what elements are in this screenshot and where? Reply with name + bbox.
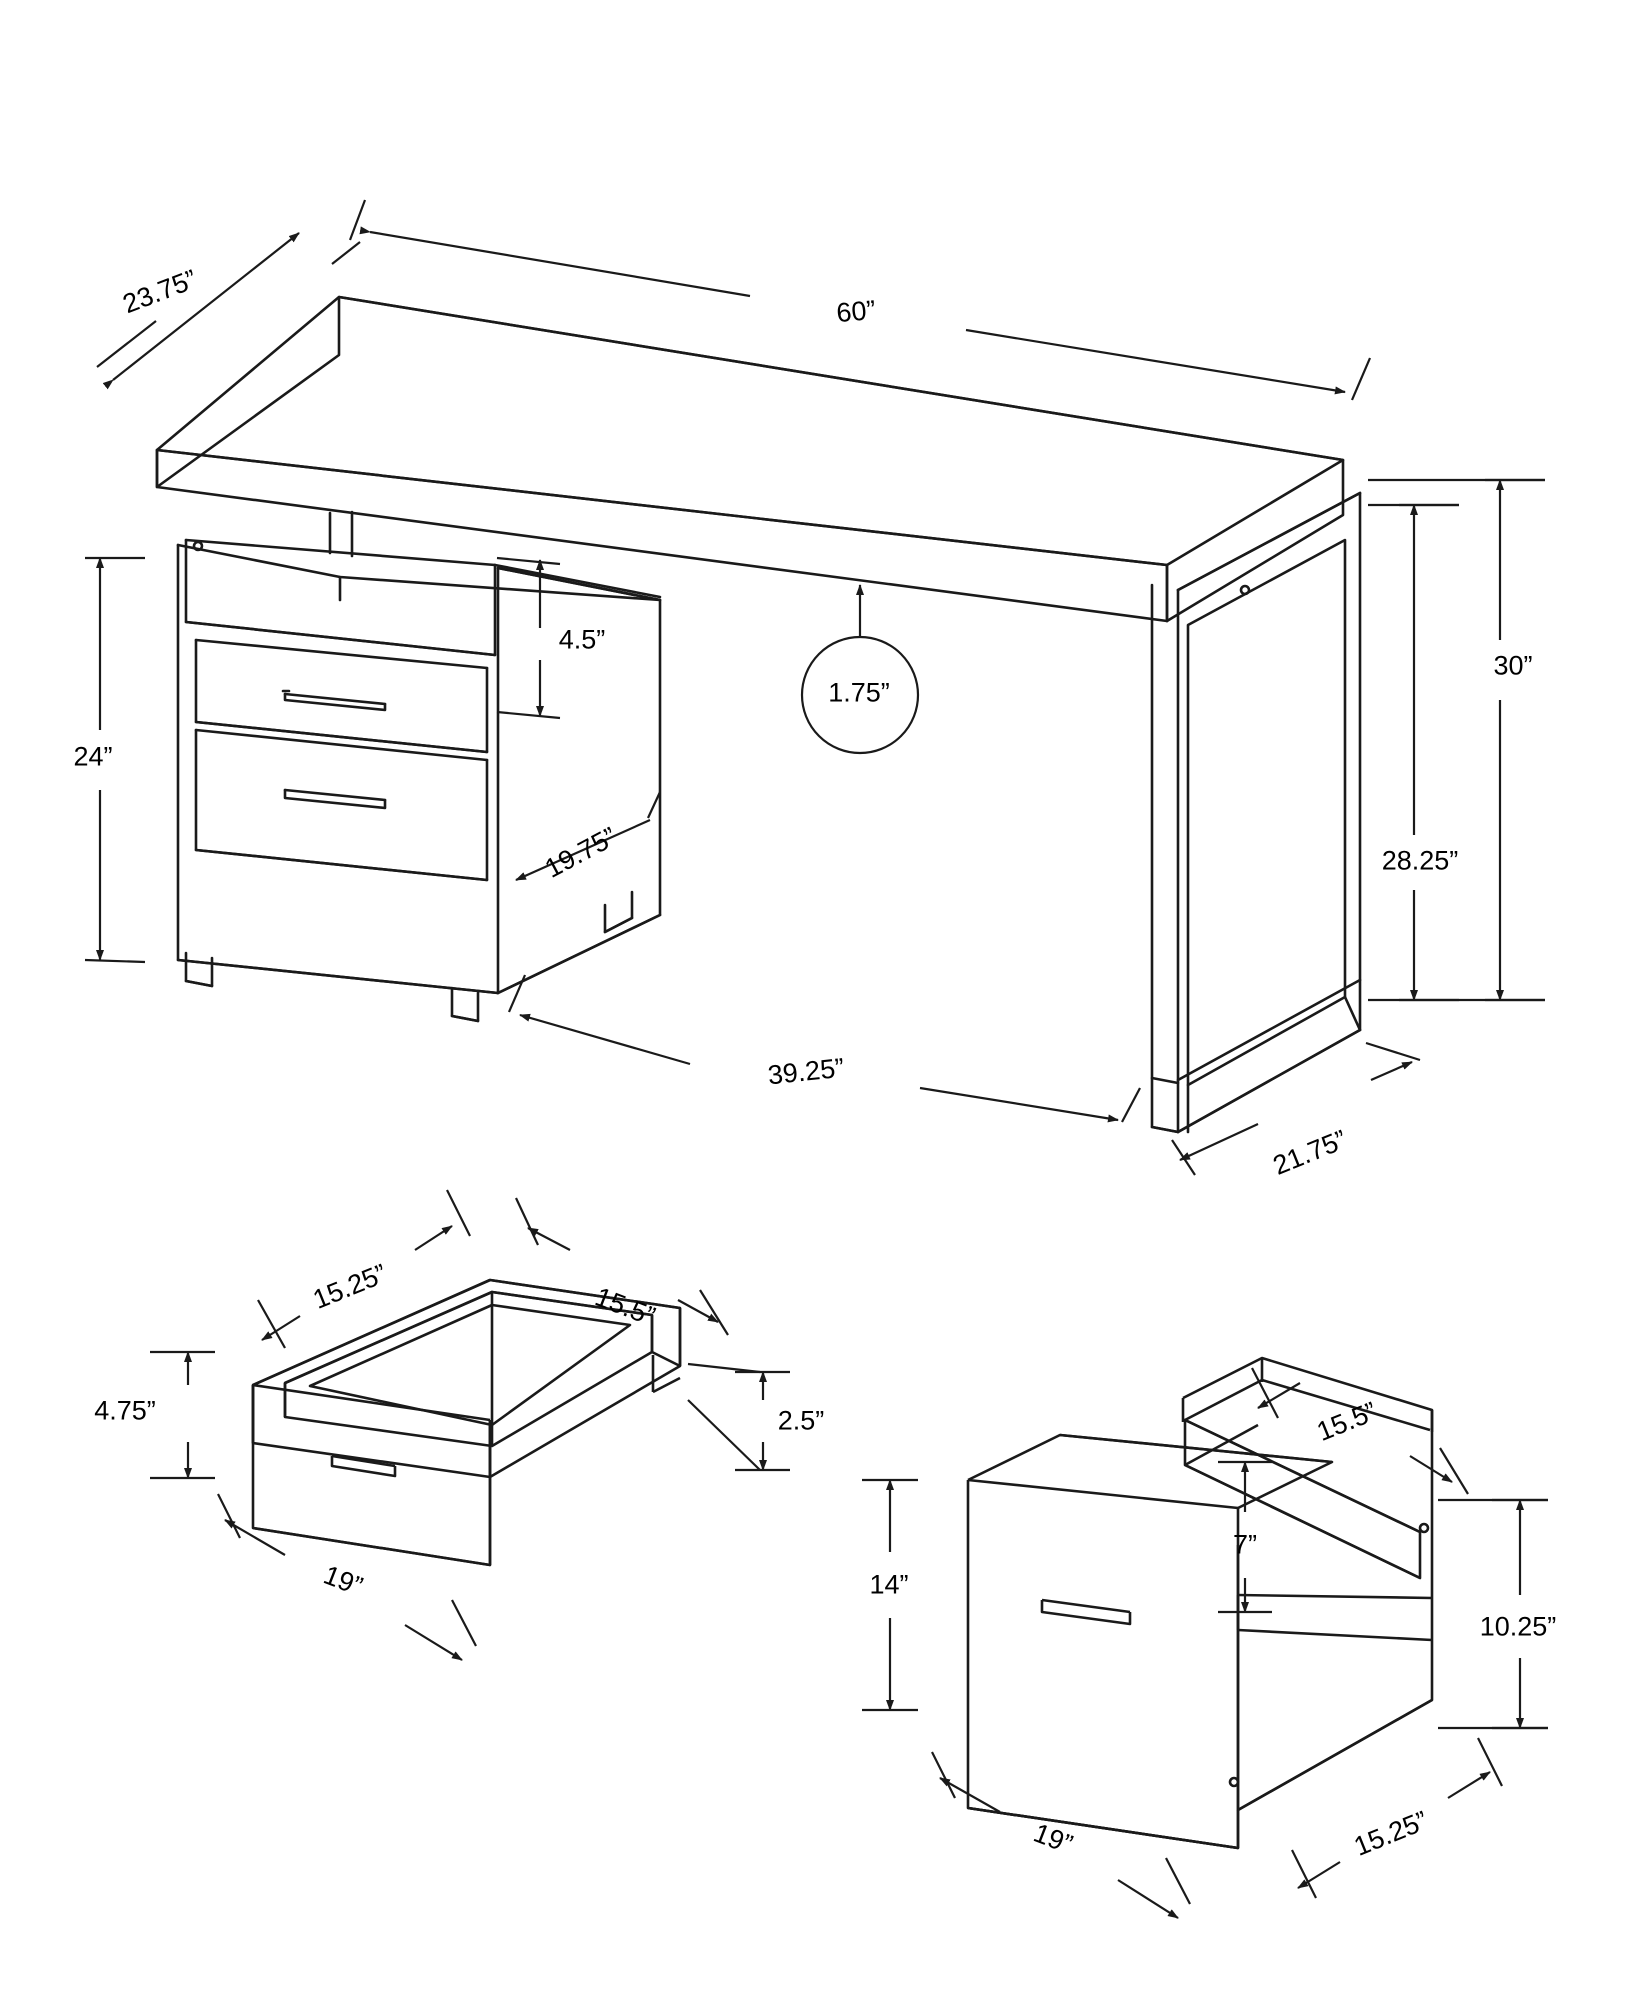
dim-cabinet-depth: 19.75” xyxy=(539,821,622,884)
dim-file-drawer-front-width: 19” xyxy=(1029,1817,1077,1860)
dim-desk-top-thickness: 1.75” xyxy=(828,677,890,708)
dim-cabinet-height: 24” xyxy=(73,741,113,772)
small-drawer-geometry xyxy=(253,1280,680,1565)
dim-file-drawer-depth: 15.5” xyxy=(1312,1396,1381,1447)
dim-desk-width-top: 60” xyxy=(835,294,877,329)
dim-file-drawer-box-height: 10.25” xyxy=(1479,1611,1557,1642)
dim-desk-clear-width: 39.25” xyxy=(766,1052,846,1091)
desk-assembly-geometry xyxy=(157,294,1360,1132)
dim-small-drawer-depth: 15.5” xyxy=(591,1281,660,1332)
dim-file-drawer-front-height: 14” xyxy=(869,1569,909,1600)
desk-dimension-lines xyxy=(85,200,1545,1175)
dim-desk-leg-height: 28.25” xyxy=(1381,845,1459,876)
small-drawer-dimension-lines xyxy=(150,1190,790,1660)
dim-file-drawer-inner-height: 7” xyxy=(1232,1529,1258,1560)
dim-small-drawer-front-width: 19” xyxy=(319,1559,367,1602)
dim-small-drawer-front-height: 4.75” xyxy=(94,1395,156,1426)
dim-small-drawer-box-height: 2.5” xyxy=(777,1405,825,1436)
dim-desk-height-overall: 30” xyxy=(1493,650,1533,681)
dim-desk-shelf-opening-height: 4.5” xyxy=(558,624,606,655)
dim-desk-depth-top-left: 23.75” xyxy=(118,263,201,320)
dim-file-drawer-side-width: 15.25” xyxy=(1349,1805,1432,1862)
dim-desk-leg-depth: 21.75” xyxy=(1268,1124,1351,1181)
dim-small-drawer-inner-width: 15.25” xyxy=(308,1258,391,1315)
